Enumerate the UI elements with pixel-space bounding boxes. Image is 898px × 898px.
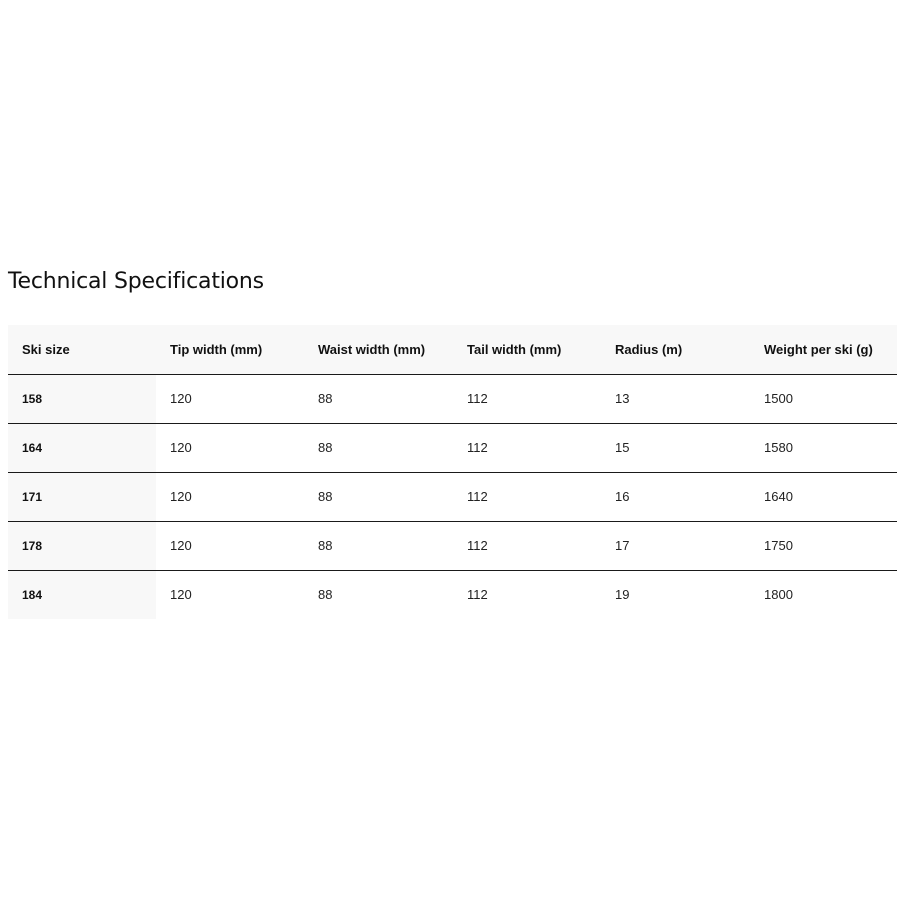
header-tail-width: Tail width (mm) xyxy=(467,341,562,357)
tail-width-cell: 112 xyxy=(467,587,488,603)
table-row xyxy=(8,570,897,619)
radius-cell: 15 xyxy=(615,440,630,455)
tip-width-cell: 120 xyxy=(170,587,192,603)
header-radius: Radius (m) xyxy=(615,341,683,357)
ski-size-cell: 178 xyxy=(8,521,156,570)
table-row xyxy=(8,423,897,472)
radius-cell: 17 xyxy=(615,538,630,553)
ski-size-cell: 164 xyxy=(8,423,156,472)
technical-specifications-section xyxy=(8,264,897,619)
waist-width-cell: 88 xyxy=(318,440,333,455)
header-ski-size: Ski size xyxy=(22,341,70,357)
table-body xyxy=(8,374,897,619)
radius-cell: 19 xyxy=(615,587,630,603)
header-waist-width: Waist width (mm) xyxy=(318,341,426,357)
tip-width-cell: 120 xyxy=(170,440,192,455)
waist-width-cell: 88 xyxy=(318,587,333,603)
radius-cell: 16 xyxy=(615,489,630,504)
weight-cell: 1800 xyxy=(764,587,793,603)
ski-size-cell: 171 xyxy=(8,472,156,521)
spec-table xyxy=(8,325,897,619)
tip-width-cell: 120 xyxy=(170,538,192,553)
tail-width-cell: 112 xyxy=(467,538,488,553)
waist-width-cell: 88 xyxy=(318,489,333,504)
waist-width-cell: 88 xyxy=(318,538,333,553)
ski-size-cell: 158 xyxy=(8,374,156,423)
header-row xyxy=(8,325,897,374)
table-header xyxy=(8,325,897,374)
section-title: Technical Specifications xyxy=(8,269,264,294)
weight-cell: 1580 xyxy=(764,440,793,455)
table-row xyxy=(8,521,897,570)
radius-cell: 13 xyxy=(615,391,630,406)
waist-width-cell: 88 xyxy=(318,391,333,406)
tip-width-cell: 120 xyxy=(170,391,192,406)
tail-width-cell: 112 xyxy=(467,440,488,455)
ski-size-cell: 184 xyxy=(8,570,156,619)
tail-width-cell: 112 xyxy=(467,391,488,406)
tip-width-cell: 120 xyxy=(170,489,192,504)
weight-cell: 1500 xyxy=(764,391,793,406)
weight-cell: 1640 xyxy=(764,489,793,504)
tail-width-cell: 112 xyxy=(467,489,488,504)
table-row xyxy=(8,472,897,521)
table-row xyxy=(8,374,897,423)
header-weight: Weight per ski (g) xyxy=(764,341,873,357)
weight-cell: 1750 xyxy=(764,538,793,553)
header-tip-width: Tip width (mm) xyxy=(170,341,263,357)
